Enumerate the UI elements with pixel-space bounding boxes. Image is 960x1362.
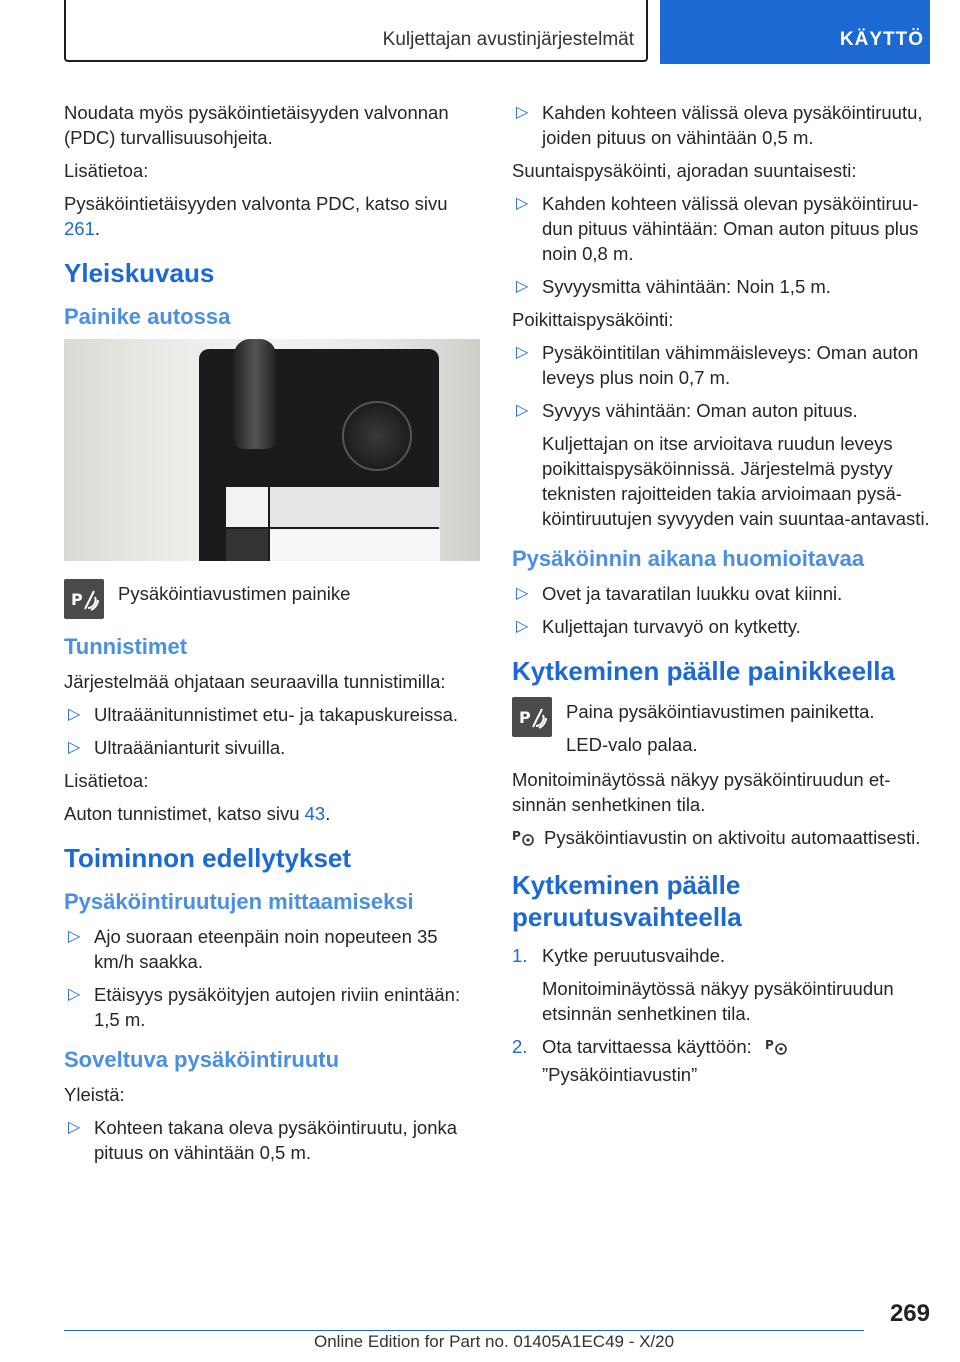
list-item-text: Syvyysmitta vähintään: Noin 1,5 m. [542,276,831,297]
triangle-bullet-icon: ▷ [68,928,81,945]
parallel-label: Suuntaispysäköinti, ajoradan suuntaisesti: [512,160,857,181]
svg-text:P: P [519,708,531,727]
parking-assistant-small-icon [765,1036,791,1062]
list-item [64,735,482,760]
list-item-text: Kohteen takana oleva pysäköintiruutu, jonka pituus on vähintään 0,5 m. [94,1117,458,1163]
heading-requirements: Toiminnon edellytykset [64,843,352,873]
step-note: Monitoiminäytössä näkyy pysäköintiruudun etsinnän senhetkinen tila. [542,978,894,1024]
sensors-reference: Auton tunnistimet, katso sivu 43. [64,803,331,824]
triangle-bullet-icon: ▷ [516,402,529,419]
triangle-bullet-icon: ▷ [68,1119,81,1136]
triangle-bullet-icon: ▷ [68,706,81,723]
triangle-bullet-icon: ▷ [516,618,529,635]
button-instruction [512,697,932,757]
measure-list [64,924,482,1032]
triangle-bullet-icon: ▷ [68,739,81,756]
cross-note: Kuljettajan on itse arvioitava ruudun leveys poikittaispysäköinnissä. Järjestelmä pystyy teknisten rajoitteiden takia arvioimaan pysäköintiruutujen syvyyden vain suuntaa-antavasti. [542,433,930,529]
step-item [512,943,932,1026]
left-column [64,100,482,1173]
button-pad [226,487,268,527]
heading-suitable-space: Soveltuva pysäköintiruutu [64,1047,340,1072]
suitable-list [64,1115,482,1165]
list-item-text: Pysäköintitilan vähimmäisleveys: Oman auton leveys plus noin 0,7 m. [542,342,919,388]
list-item [512,100,932,150]
list-item-text: Kuljettajan turvavyö on kytketty. [542,616,801,637]
led-text: LED-valo palaa. [566,734,698,755]
list-item-text: Kahden kohteen välissä olevan pysäköintiruudun pituus vähintään: Oman auton pituus plus noin 0,8 m. [542,193,919,264]
list-item [512,191,932,266]
step-number: 2. [512,1036,528,1057]
parking-assistant-small-icon [512,827,538,853]
svg-text:P: P [764,1038,774,1052]
gear-selector [234,339,276,449]
triangle-bullet-icon: ▷ [516,278,529,295]
during-list [512,581,932,639]
sensors-intro: Järjestelmää ohjataan seuraavilla tunnistimilla: [64,671,446,692]
chapter-title: KÄYTTÖ [839,29,924,50]
suitable-list-continued [512,100,932,150]
page-number: 269 [889,1300,930,1327]
heading-sensors: Tunnistimet [64,634,188,659]
svg-text:P: P [512,829,521,843]
svg-text:P: P [71,590,83,609]
list-item-text: Etäisyys pysäköityjen autojen riviin enintään: 1,5 m. [94,984,461,1030]
idrive-controller [342,401,412,471]
page-header [64,0,930,64]
list-item-text: Syvyys vähintään: Oman auton pituus. [542,400,858,421]
triangle-bullet-icon: ▷ [516,104,529,121]
step-text: Ota tarvittaessa käyttöön: [542,1036,752,1057]
right-column [512,100,932,1095]
heading-overview: Yleiskuvaus [64,258,215,288]
list-item [512,581,932,606]
parallel-list [512,191,932,299]
cross-label: Poikittaispysäköinti: [512,309,674,330]
pdc-reference-text: Pysäköintietäisyyden valvonta PDC, katso sivu [64,193,448,214]
sensors-reference-text: Auton tunnistimet, katso sivu [64,803,300,824]
list-item [64,982,482,1032]
auto-activated-label: Pysäköintiavustin on aktivoitu automaattisesti. [544,827,921,848]
more-info-label: Lisätietoa: [64,770,149,791]
press-button-text: Paina pysäköintiavustimen painiketta. [566,701,875,722]
pdc-reference: Pysäköintietäisyyden valvonta PDC, katso sivu 261. [64,193,448,239]
center-console-photo [64,339,480,561]
heading-activate-button: Kytkeminen päälle painikkeella [512,656,895,686]
list-item [512,398,932,423]
triangle-bullet-icon: ▷ [68,986,81,1003]
sensor-list [64,702,482,760]
heading-measuring: Pysäköintiruutujen mittaamiseksi [64,889,414,914]
step-item [512,1034,932,1087]
auto-activated-text [512,825,932,853]
heading-button-in-car: Painike autossa [64,304,231,329]
more-info-label: Lisätietoa: [64,160,149,181]
page-link-261[interactable]: 261 [64,218,95,239]
button-caption: Pysäköintiavustimen painike [118,583,351,604]
list-item [64,924,482,974]
parking-assistant-icon [512,697,552,737]
list-item [512,274,932,299]
button-pad [270,487,440,527]
button-legend [64,579,482,619]
page-link-43[interactable]: 43 [304,803,326,824]
cross-list [512,340,932,423]
edition-text: Online Edition for Part no. 01405A1EC49 - X/20 [314,1332,675,1351]
monitor-text: Monitoiminäytössä näkyy pysäköintiruudun etsinnän senhetkinen tila. [512,769,891,815]
list-item-text: Ultraäänitunnistimet etu- ja takapuskureissa. [94,704,459,725]
step-number: 1. [512,945,528,966]
triangle-bullet-icon: ▷ [516,344,529,361]
triangle-bullet-icon: ▷ [516,195,529,212]
list-item [64,702,482,727]
parking-button [226,529,268,561]
list-item [64,1115,482,1165]
step-text: Kytke peruutusvaihde. [542,945,726,966]
list-item [512,614,932,639]
button-pad [270,529,440,561]
steps-list [512,943,932,1087]
triangle-bullet-icon: ▷ [516,585,529,602]
list-item-text: Ultraäänianturit sivuilla. [94,737,286,758]
list-item-text: Ovet ja tavaratilan luukku ovat kiinni. [542,583,843,604]
list-item-text: Ajo suoraan eteenpäin noin nopeuteen 35 km/h saakka. [94,926,438,972]
list-item [512,340,932,390]
pdc-safety-note: Noudata myös pysäköintietäisyyden valvonnan (PDC) turvallisuusohjeita. [64,102,449,148]
parking-assistant-icon [64,579,104,619]
menu-item-name: ”Pysäköintiavustin” [542,1064,698,1085]
chapter-tab[interactable] [660,0,930,64]
general-label: Yleistä: [64,1084,125,1105]
section-header [64,0,648,62]
section-title: Kuljettajan avustinjärjestelmät [382,29,634,50]
heading-during-parking: Pysäköinnin aikana huomioitavaa [512,546,865,571]
list-item-text: Kahden kohteen välissä oleva pysäköintiruutu, joiden pituus on vähintään 0,5 m. [542,102,923,148]
footer-divider [64,1330,864,1331]
heading-activate-reverse: Kytkeminen päälle peruutusvaihteella [512,870,742,932]
